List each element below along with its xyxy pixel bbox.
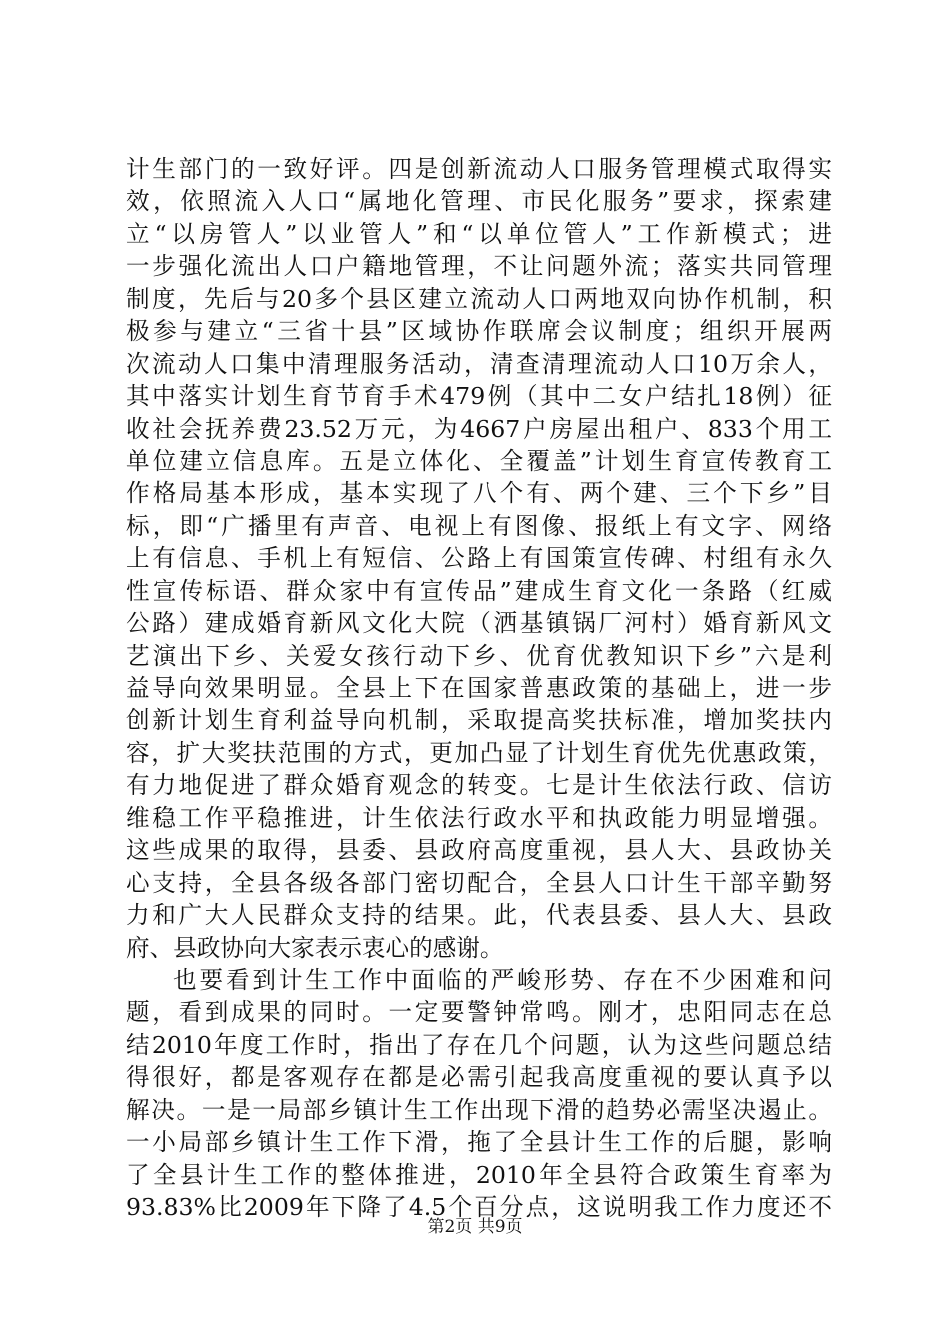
text-line: 一小局部乡镇计生工作下滑，拖了全县计生工作的后腿，影响 — [126, 1128, 832, 1157]
text-line: 其中落实计划生育节育手术479例（其中二女户结扎18例）征 — [126, 382, 832, 411]
text-line: 作格局基本形成，基本实现了八个有、两个建、三个下乡”目 — [126, 479, 832, 508]
text-line: 一步强化流出人口户籍地管理，不让问题外流；落实共同管理 — [126, 252, 832, 281]
page-footer: 第2页 共9页 — [427, 1217, 523, 1237]
text-line: 解决。一是一局部乡镇计生工作出现下滑的趋势必需坚决遏止。 — [126, 1095, 832, 1124]
text-line: 有力地促进了群众婚育观念的转变。七是计生依法行政、信访 — [126, 771, 832, 800]
text-line: 题，看到成果的同时。一定要警钟常鸣。刚才，忠阳同志在总 — [126, 998, 832, 1027]
text-line: 容，扩大奖扶范围的方式，更加凸显了计划生育优先优惠政策， — [126, 738, 832, 767]
text-line: 计生部门的一致好评。四是创新流动人口服务管理模式取得实 — [126, 155, 832, 183]
text-line: 维稳工作平稳推进，计生依法行政水平和执政能力明显增强。 — [126, 803, 832, 832]
text-line: 力和广大人民群众支持的结果。此，代表县委、县人大、县政 — [126, 901, 832, 930]
text-line: 得很好，都是客观存在都是必需引起我高度重视的要认真予以 — [126, 1063, 832, 1092]
text-line: 立“以房管人”以业管人”和“以单位管人”工作新模式；进 — [126, 219, 832, 248]
text-line: 益导向效果明显。全县上下在国家普惠政策的基础上，进一步 — [126, 674, 832, 702]
text-line: 次流动人口集中清理服务活动，清查清理流动人口10万余人， — [126, 349, 832, 378]
body-text — [126, 153, 832, 1223]
text-line: 这些成果的取得，县委、县政府高度重视，县人大、县政协关 — [126, 836, 832, 865]
text-line: 性宣传标语、群众家中有宣传品”建成生育文化一条路（红威 — [126, 576, 832, 605]
text-line: 公路）建成婚育新风文化大院（洒基镇锅厂河村）婚育新风文 — [126, 609, 832, 638]
text-line: 上有信息、手机上有短信、公路上有国策宣传碑、村组有永久 — [126, 544, 832, 573]
text-line: 了全县计生工作的整体推进，2010年全县符合政策生育率为 — [126, 1160, 832, 1189]
text-line: 府、县政协向大家表示衷心的感谢。 — [126, 933, 504, 962]
text-line: 心支持，全县各级各部门密切配合，全县人口计生干部辛勤努 — [126, 868, 832, 897]
text-line: 艺演出下乡、关爱女孩行动下乡、优育优教知识下乡”六是利 — [126, 641, 832, 670]
text-line: 结2010年度工作时，指出了存在几个问题，认为这些问题总结 — [126, 1030, 832, 1059]
text-line: 极参与建立“三省十县”区域协作联席会议制度；组织开展两 — [126, 317, 832, 346]
paragraph — [126, 964, 832, 1224]
text-line: 标，即“广播里有声音、电视上有图像、报纸上有文字、网络 — [126, 511, 832, 540]
text-line: 收社会抚养费23.52万元，为4667户房屋出租户、833个用工 — [126, 414, 832, 443]
text-line: 制度，先后与20多个县区建立流动人口两地双向协作机制，积 — [126, 284, 832, 313]
text-line: 效，依照流入人口“属地化管理、市民化服务”要求，探索建 — [126, 187, 832, 216]
text-line: 单位建立信息库。五是立体化、全覆盖”计划生育宣传教育工 — [126, 446, 832, 475]
text-line: 创新计划生育利益导向机制，采取提高奖扶标准，增加奖扶内 — [126, 706, 832, 735]
text-line: 93.83%比2009年下降了4.5个百分点，这说明我工作力度还不 — [126, 1193, 832, 1221]
text-line: 也要看到计生工作中面临的严峻形势、存在不少困难和问 — [173, 965, 832, 994]
paragraph — [126, 153, 832, 964]
